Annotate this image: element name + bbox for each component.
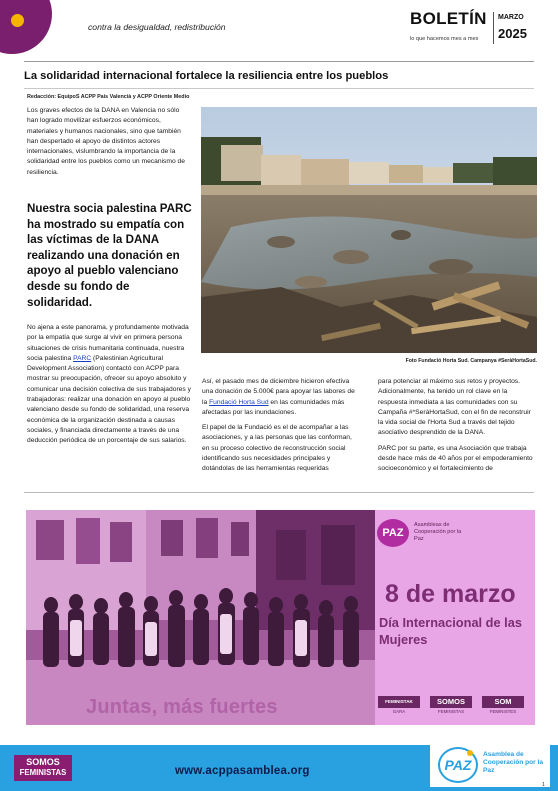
event-date: 8 de marzo	[385, 580, 516, 608]
bulletin-subtitle: lo que hacemos mes a mes	[410, 36, 479, 42]
article-column-1	[27, 323, 194, 447]
column-2-text-a: Así, el pasado mes de diciembre hicieron efectiva una donación de 5.000€ para apoyar las labores de la	[202, 378, 355, 406]
women-march-photo	[26, 510, 375, 725]
article-end-rule	[24, 492, 534, 493]
partner-logos	[378, 696, 530, 720]
issue-month: MARZO	[498, 14, 524, 21]
somos-feministas-sub: FEMINISTAS	[437, 709, 465, 714]
page-footer	[0, 740, 558, 791]
article-headline: La solidaridad internacional fortalece la resiliencia entre los pueblos	[24, 70, 389, 82]
somos-feministas-logo: SOMOS	[430, 696, 472, 708]
column-2-paragraph-2: El papel de la Fundació es el de acompañar a las asociaciones, y a las personas que las conforman, en su proceso colectivo de reconstrucción social identificando sus necesidades principales y dotándolas de las herramientas requeridas	[202, 424, 352, 473]
footer-paz-icon: PAZ	[438, 747, 478, 783]
footer-paz-dot-icon	[467, 750, 473, 756]
fundacio-horta-sud-link[interactable]: Fundació Horta Sud	[209, 398, 269, 406]
article-lead: Los graves efectos de la DANA en Valencia no sólo han logrado movilizar esfuerzos económicos, materiales y humanos nacionales, sino que también han despertado el apoyo de distintos actores internacionales, vislumbrando la importancia de la solidaridad entre los pueblos como un mecanismo de resiliencia.	[27, 107, 185, 176]
pull-quote: Nuestra socia palestina PARC ha mostrado su empatía con las víctimas de la DANA realizando una donación en apoyo al pueblo valenciano desde su fondo de solidaridad.	[27, 202, 192, 309]
som-feministes-sub: FEMINISTES	[489, 709, 517, 714]
corner-dot-icon	[11, 14, 24, 27]
photo-caption: Foto Fundació Horta Sud. Campanya #SeràHortaSud.	[405, 358, 537, 364]
event-title: Día Internacional de las Mujeres	[379, 615, 522, 647]
banner-slogan: Juntas, más fuertes	[86, 696, 278, 718]
article-byline: Redacción: EquipoS ACPP País Valencià y ACPP Oriente Medio	[27, 94, 190, 100]
som-feministes-logo: SOM	[482, 696, 524, 708]
column-3-paragraph-1: para potenciar al máximo sus retos y proyectos. Adicionalmente, ha tenido un rol clave en la respuesta inmediata a las comunidades con su Campaña #*SeràHortaSud, con el fin de reconstruir la vida social de l'Horta Sud a través del tejido asociativo desprendido de la DANA.	[378, 378, 531, 437]
column-2-paragraph-1	[202, 377, 360, 418]
article-column-3	[378, 377, 536, 480]
article-photo	[201, 107, 537, 353]
badge-line-1: SOMOS	[26, 757, 60, 767]
feministak-logo: FEMINISTAK	[378, 696, 420, 708]
brand-divider	[493, 12, 494, 44]
footer-logo	[430, 743, 550, 787]
bulletin-title: BOLETÍN	[410, 9, 487, 28]
column-3-paragraph-2: PARC por su parte, es una Asociación que trabaja desde hace más de 40 años por el empoderamiento socioeconómico y el fortalecimiento de	[378, 444, 533, 473]
footer-org-name: Asamblea de Cooperación por la Paz	[483, 751, 544, 775]
bulletin-brand	[410, 9, 540, 49]
somos-feministas-badge	[14, 755, 72, 781]
paz-org-name: Asambleas de Cooperación por la Paz	[414, 522, 462, 542]
badge-line-2: FEMINISTAS	[19, 768, 67, 777]
website-link[interactable]: www.acppasamblea.org	[175, 765, 310, 777]
parc-link[interactable]: PARC	[73, 354, 92, 362]
headline-rule	[24, 88, 534, 89]
feministak-sub: GARA	[392, 709, 406, 714]
article-column-2	[202, 377, 360, 480]
issue-year: 2025	[498, 26, 527, 41]
column-1-text-a: No ajena a este panorama, y profundamente motivada por la empatía que surge al vivir en primera persona situaciones de crisis humanitaria continuada, nuestra socia palestina	[27, 324, 189, 362]
header-tagline: contra la desigualdad, redistribución	[88, 22, 226, 32]
flood-damage-photo	[201, 107, 537, 353]
paz-logo: PAZ	[377, 519, 409, 547]
corner-decoration	[0, 0, 52, 54]
page-number: 1	[542, 782, 545, 788]
column-2-text-b: en las comunidades más afectadas por las inundaciones.	[202, 398, 345, 416]
header-rule	[24, 61, 534, 62]
column-1-text-b: (Palestinian Agricultural Development Association) contactó con ACPP para mostrar su preocupación, ofrecer su apoyo absoluto y comunicar una decisión colectiva de sus trabajadores y trabajadoras: realizar una donación en apoyo al pueblo valenciano desde su fondo de solidaridad, una reserva económica de la organización destinada a causas sociales, y financiada directamente a través de una deducción periódica de un porcentaje de sus salarios.	[27, 354, 191, 445]
womens-day-banner	[26, 510, 535, 725]
